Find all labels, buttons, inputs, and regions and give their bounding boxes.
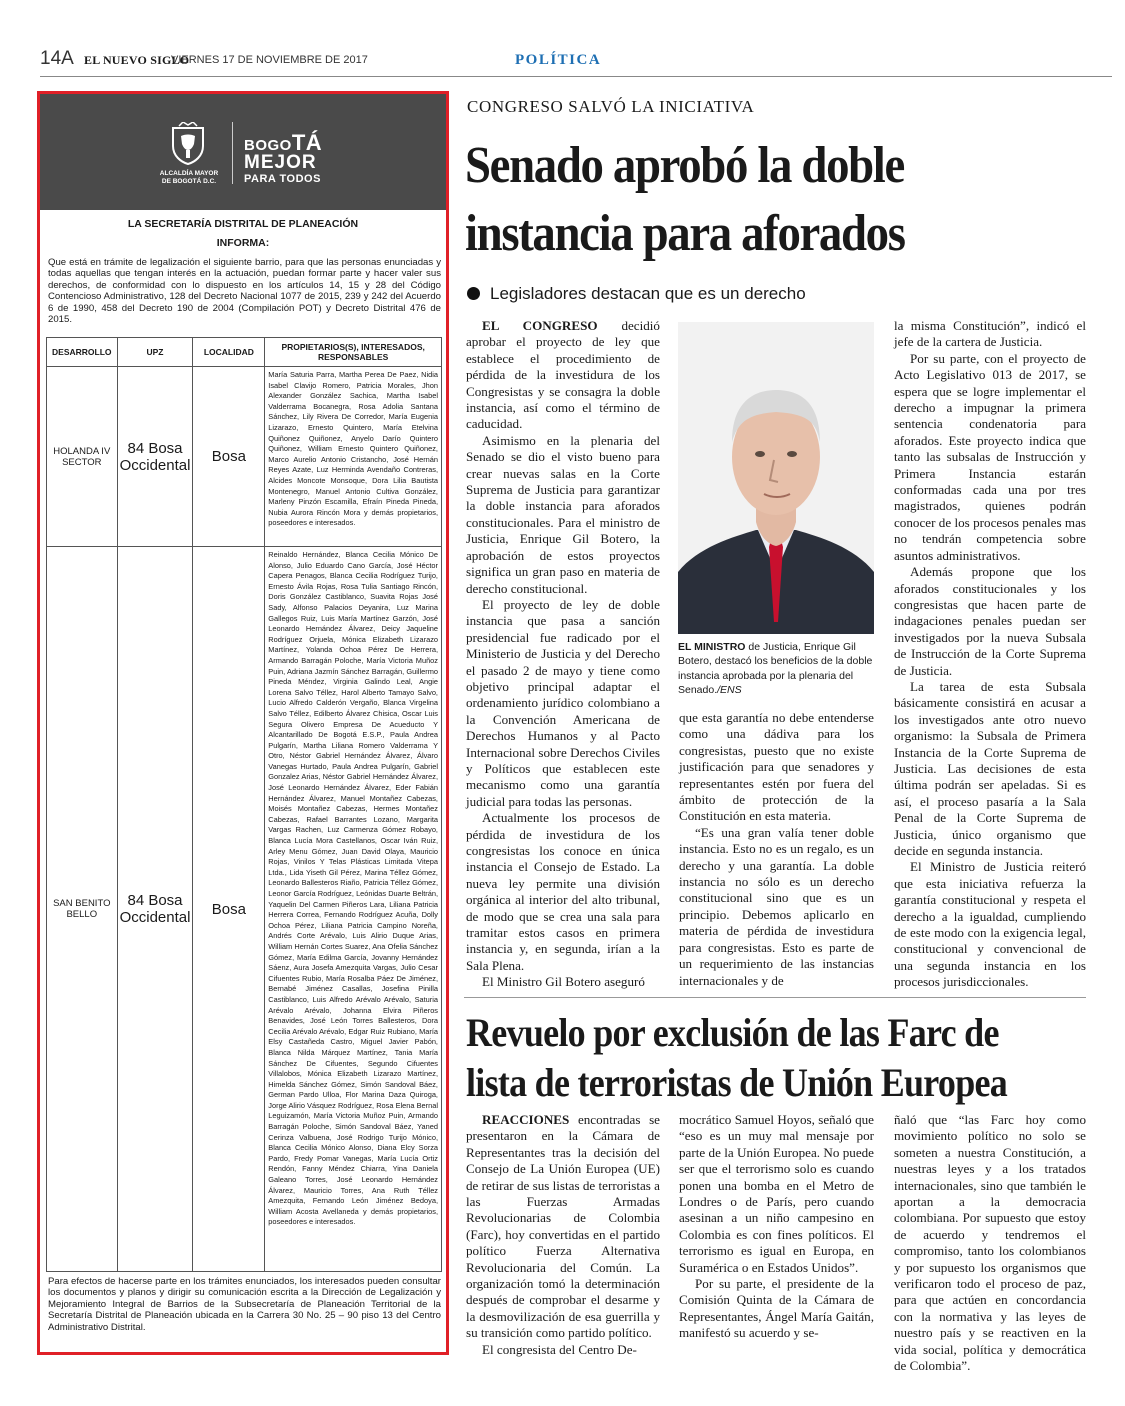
col-localidad: LOCALIDAD [193,338,265,367]
paragraph: mocrático Samuel Hoyos, señaló que “eso es un muy mal mensaje por parte de la Unión Europea. No puede ser que el terrorismo solo es cuando ponen una bomba en el Metro de Londres o de París, pero cuando asesinan a un niño campesino en Colombia es con fines políticos. El terrorismo es igual en Europa, en Suramérica o en Estados Unidos”. [679,1112,874,1275]
table-row [47,547,442,1272]
col-upz: UPZ [117,338,193,367]
brand-ta: TÁ [291,130,323,155]
ad-title: LA SECRETARÍA DISTRITAL DE PLANEACIÓN [127,218,359,230]
brand-para-todos: PARA TODOS [244,173,321,185]
cell-desarrollo: HOLANDA IV SECTOR [47,367,118,547]
article-subhead [467,284,806,304]
brand-bogo: BOGO [244,137,292,154]
paragraph: Asimismo en la plenaria del Senado se dio el visto bueno para crear nuevas salas en la Corte Suprema de Justicia para garantizar la doble instancia para aforados constitucionales. Para el ministro de Justicia, Enrique Gil Botero, la aprobación de estos proyectos significa un gran paso en materia de derecho constitucional. [466,432,660,596]
article2-column-2 [679,1112,874,1342]
paragraph: Además propone que los aforados constitucionales y los congresistas que hacen parte de indagaciones penales puedan ser investigados por la nueva Subsala de Instrucción de la Corte Suprema de Justicia. [894,564,1086,678]
lead-word: REACCIONES [482,1112,570,1127]
bullet-icon [467,287,480,300]
paragraph: la misma Constitución”, indicó el jefe de la cartera de Justicia. [894,318,1086,350]
paragraph: Por su parte, el presidente de la Comisión Quinta de la Cámara de Representantes, Ángel María Gaitán, manifestó su acuerdo y se- [679,1276,874,1341]
caption-text: de Justicia, Enrique Gil Botero, destacó los beneficios de la doble instancia aprobada por la plenaria del Senado. [678,641,873,697]
logo-divider [232,122,233,184]
paragraph: El Ministro de Justicia reiteró que esta iniciativa refuerza la garantía constitucional y respeta el derecho a la igualdad, cumpliendo de este modo con la exigencia legal, constitucional y convencional de una segunda instancia en los procesos jurisdiccionales. [894,859,1086,990]
article1-column-3 [894,318,1086,991]
col-propietarios: PROPIETARIOS(S), INTERESADOS, RESPONSABLES [265,338,442,367]
paragraph: que esta garantía no debe entenderse como una dádiva para los congresistas, puesto que no existe justificación para que senadores y representantes estén por fuera del ámbito de protección de la Constitución en esta materia. [679,710,874,824]
minister-portrait-icon [678,322,874,634]
ad-intro: Que está en trámite de legalización el siguiente barrio, para que las personas enunciadas y todas aquellas que tengan interés en la actuación, puedan formar parte y hacer valer sus derechos, de conformidad con lo dispuesto en los artículos 14, 15 y 28 del Código Contencioso Administrativo, 128 del Decreto Nacional 1077 de 2015, 239 y 242 del Acuerdo 6 de 1990, 458 del Decreto 190 de 2004 (Compilación POT) y Decreto Distrital 476 de 2015. [48,257,441,326]
paragraph: El proyecto de ley de doble instancia que pasa a sanción presidencial fue radicado por el Ministerio de Justicia y del Derecho el pasado 2 de mayo y tiene como objetivo principal adaptar el ordenamiento jurídico colombiano a la Convención Americana de Derechos Humanos y al Pacto Internacional sobre Derechos Civiles y Políticos que establecen este mecanismo como una garantía judicial para todas las personas. [466,596,660,809]
article2-column-1 [466,1112,660,1358]
brand-mejor: MEJOR [244,152,317,173]
ad-footer: Para efectos de hacerse parte en los trámites enunciados, los interesados pueden consultar los documentos y planos y dirigir su comunicación escrita a la Dirección de Legalización y Mejoramiento Integral de Barrios de la Subsecretaría de Planeación Territorial de la Secretaría Distrital de Planeación ubicada en la Carrera 30 No. 25 – 90 piso 13 del Centro Administrativo Distrital. [48,1276,441,1333]
article-kicker: CONGRESO SALVÓ LA INICIATIVA [467,97,755,116]
article2-column-3 [894,1112,1086,1375]
paragraph: Por su parte, con el proyecto de Acto Legislativo 013 de 2017, se espera que se logre implementar el derecho a impugnar la primera sentencia condenatoria para aforados. Este proyecto indica que tanto las subsalas de Instrucción y Primera Instancia estarán conformadas cada una por tres magistrados, quienes podrán conocer de los procesos penales mas no tendrán competencia sobre asuntos administrativos. [894,350,1086,563]
table-row [47,367,442,547]
cell-upz: 84 Bosa Occidental [117,547,193,1272]
article-divider [464,997,1086,998]
cell-localidad: Bosa [193,367,265,547]
photo-caption [678,640,874,698]
minister-photo [678,322,874,634]
ad-banner [40,94,446,210]
issue-date: VIERNES 17 DE NOVIEMBRE DE 2017 [171,54,368,66]
page-number: 14A [40,48,74,69]
cell-upz: 84 Bosa Occidental [117,367,193,547]
article1-column-2 [679,710,874,989]
cell-propietarios: Reinaldo Hernández, Blanca Cecilia Mónico De Alonso, Julio Eduardo Cano García, José Héctor Capera Penagos, Blanca Cecilia Rodríguez Turijo, Ernesto Ávila Rojas, Rosa Tulia Santiago Rincón, Doris González Castiblanco, Suavita Rojas José Sady, Alfonso Palacios Deyanira, Luz Marina Gallegos Ruiz, Luis María Martínez Garzón, José Leonardo Hernández Álvarez, Deicy Jaqueline Rodríguez Orjuela, Mónica Elizabeth Lizarazo Martínez, Yolanda Ochoa Pérez De Herrera, Armando Barragán Poloche, María Victoria Muñoz Puin, Adriana Jazmín Sánchez Barragán, Guillermo Pineda Méndez, Virginia Galindo Leal, Angie Lorena Salvo Téllez, Harol Alberto Tamayo Salvo, Lucio Alfredo Calderón Vergaño, Blanca Virgelina Salvo Téllez, Edilberto Álvarez Chisica, Oscar Luis Segura Olivero Empresa De Acueducto Y Alcantarillado De Bogotá E.S.P., Paula Andrea Pulgarín, Martha Liliana Romero Valderrama Y Otro, Néstor Gabriel Hernández Álvarez, Álvaro Vanegas Hurtado, Paula Andrea Pulgarín, Gabriel Gonzalez Arias, Néstor Gabriel Hernández Álvarez, José Leonardo Hernández Álvarez, Eder Fabián Hernández Álvarez, Manuel Montañez Cabezas, Moisés Montañez Cabezas, Hermes Montañez Cabezas, Rafael Barrantes Lozano, Margarita Vargas Rachen, Luz Carmenza Gómez Robayo, Blanca Lucía Mora Castellanos, Oscar Iván Ruiz, Arley Menu Gómez, Juan David Olaya, Mauricio Rojas, Vinilos Y Telas Plásticas Limitada Vitepa Ltda., Lida Yiseth Gil Pérez, Marina Téllez Gómez, Leonardo Ballesteros Riaño, Patricia Téllez Gómez, Leonor García Rodríguez, Leónidas Duarte Beltrán, Yaquelin Del Carmen Piñeros Lara, Liliana Patricia Herrera Correa, Fernando Rodríguez Acuña, Dolly Ochoa Pérez, Liliana Patricia Campino Noreña, Andrés Corte Arévalo, Luis Alirio Duque Arias, William Hernán Cortes Suarez, Ana Ofelia Sánchez Gómez, María Edilma García, Jovanny Hernández Sáenz, Aura Josefa Amezquita Vargas, Julio Cesar Cifuentes Rubio, María Rosalba Páez De Jiménez, Bernabé Jiménez Casallas, Josefina Pinilla Castiblanco, Luis Alfredo Arévalo Arévalo, Saturia Arévalo Arévalo, Johanna Elvira Piñeros Benavides, José León Torres Ballesteros, Dora Cecilia Arévalo Arévalo, Edgar Ruiz Rubiano, María Elsy Castañeda Castro, Miguel Javier Pabón, Blanca Nilda Márquez Martínez, Tania María Sánchez De Cifuentes, Segundo Cifuentes Villalobos, Mónica Elizabeth Lizarazo Martínez, Himelda Sánchez Gómez, Simón Sandoval Báez, German Pardo Ulloa, Flor Marina Daza Quiroga, Jorge Alirio Vásquez Rodríguez, Rosa Elena Bernal Leguizamón, María Victoria Muñoz Puin, Armando Barragán Poloche, Simón Sandoval Báez, Yaned Cerinza Valbuena, José Rodrigo Turijo Mónico, Blanca Cecilia Mónico Alonso, Diana Elcy Sorza Pardo, Fredy Pomar Vanegas, María Lucía Ortiz Rendón, Fanny Méndez Chiarra, Yina Daniela Galeano Torres, José Leonardo Hernández Álvarez, Mauricio Torres, Ana Ruth Téllez Amezquita, Fernando León Jiménez Bedoya, William Acosta Avellaneda y demás propietarios, poseedores e interesados. [265,547,442,1272]
alcaldia-line-1: ALCALDÍA MAYOR [159,170,219,177]
paragraph: encontradas se presentaron en la Cámara de Representantes tras la decisión del Consejo de La Unión Europea (UE) de retirar de sus listas de terroristas a las Fuerzas Armadas Revolucionarias de Colombia (Farc), hoy convertidas en el partido político Fuerza Alternativa Revolucionaria del Común. La organización tomó la determinación después de comprobar el desarme y la desmovilización de esa guerrilla y su transición como partido político. [466,1112,660,1341]
ad-subtitle: INFORMA: [216,237,270,249]
lead-word: EL CONGRESO [482,318,598,333]
subhead-text: Legisladores destacan que es un derecho [490,284,806,303]
legalization-table [46,337,442,1272]
paragraph: decidió aprobar el proyecto de ley que establece el procedimiento de pérdida de la investidura de los Congresistas y se consagra la doble instancia, así como el término de caducidad. [466,318,660,432]
col-desarrollo: DESARROLLO [47,338,118,367]
cell-desarrollo: SAN BENITO BELLO [47,547,118,1272]
bogota-mejor-logo [244,130,323,188]
section-title: POLÍTICA [515,52,602,68]
paragraph: ñaló que “las Farc hoy como movimiento político no solo se someten a nuestra Constitución, a nuestras leyes y a los tratados internacionales, sino que también le aportan a la democracia colombiana. Por supuesto que estoy de acuerdo y tendremos el compromiso, tanto los colombianos y por supuesto los organismos que verificaron todo el proceso de paz, para que actúen en concordancia con la normativa y las leyes de nuestro país y se reactiven en la vida social, política y democrática de Colombia”. [894,1112,1086,1374]
article1-column-1 [466,318,660,991]
cell-propietarios: María Saturia Parra, Martha Perea De Paez, Nidia Isabel Clavijo Romero, Patricia Morales, Jhon Alexander González Sachica, Martha Isabel Valderrama Bocanegra, Rosa Adolia Santana Sánchez, Lily Rivera De Corredor, María Eugenia Lizarazo, Ernesto Quintero, María Etelvina Quiñonez Quiñonez, Anyelo Darío Quintero Quiñonez, William Ernesto Quintero Quiñonez, Marco Aurelio Antonio Cristancho, José Hernán Reyes Azate, Luz Herminda Avendaño Contreras, Alcides Moncote Monsoque, Dora Lilia Bautista Montenegro, Manuel Antonio Cultiva González, Marleny Pinzón Escamilla, Efraín Pineda Pineda, Nubia Aurora Rincón Mora y demás propietarios, poseedores e interesados. [265,367,442,547]
alcaldia-label [145,170,233,186]
paragraph: La tarea de esta Subsala básicamente consistirá en acusar a los investigados ante otro nuevo organismo: la Subsala de Primera Instancia de la Corte Suprema de Justicia. Las decisiones de esta última podrán ser apeladas. Si es así, el proceso pasaría a la Sala Penal de la Corte Suprema de Justicia, único organismo que decide en segunda instancia. [894,678,1086,858]
article-headline: Senado aprobó la doble instancia para aforados [465,137,905,262]
caption-lead: EL MINISTRO [678,641,746,653]
photo-credit: /ENS [717,684,742,697]
cell-localidad: Bosa [193,547,265,1272]
bogota-shield-icon [167,122,209,166]
paragraph: “Es una gran valía tener doble instancia. Esto no es un regalo, es un derecho y una garantía. La doble instancia no sólo es un derecho constitucional sino que es un principio. Debemos aplicarlo en materia de pérdida de investidura para congresistas. Esto es parte de un requerimiento de las instancias internacionales y de [679,824,874,988]
alcaldia-line-2: DE BOGOTÁ D.C. [161,178,217,185]
article2-headline: Revuelo por exclusión de las Farc de lista de terroristas de Unión Europea [466,1010,1008,1105]
legal-notice-ad [37,91,449,1355]
paragraph: El congresista del Centro De- [482,1341,637,1357]
page-header [40,48,1112,77]
paragraph: El Ministro Gil Botero aseguró [482,974,645,990]
paragraph: Actualmente los procesos de pérdida de investidura de los congresistas los conoce en única instancia el Consejo de Estado. La nueva ley permite una división orgánica al interior del alto tribunal, de modo que se crea una sala para tramitar estos casos en primera instancia y, en segunda, irían a la Sala Plena. [466,810,660,973]
newspaper-name: EL NUEVO SIGLO [84,53,190,67]
